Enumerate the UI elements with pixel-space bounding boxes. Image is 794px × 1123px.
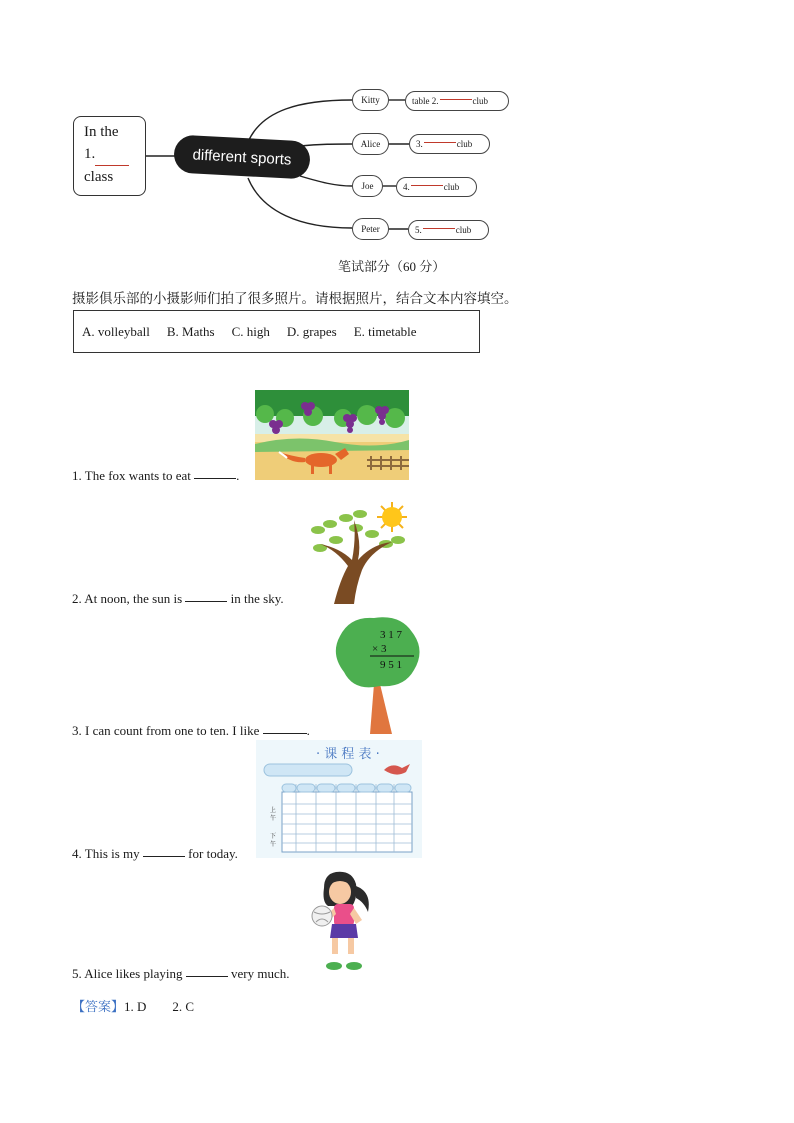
option-a: A. volleyball [82, 323, 150, 339]
instruction-text: 摄影俱乐部的小摄影师们拍了很多照片。请根据照片，结合文本内容填空。 [72, 291, 518, 306]
grapes-fox-picture [255, 390, 409, 480]
answer-blank-3[interactable] [263, 733, 307, 734]
answer-blank-5[interactable] [186, 976, 228, 977]
branch-name-alice: Alice [352, 133, 389, 155]
club-box-2: table 2. club [405, 91, 509, 111]
branch-name-joe: Joe [352, 175, 383, 197]
answer-line [72, 996, 194, 1015]
timetable-pm: 下午 [270, 833, 277, 848]
math-row-1: 3 1 7 [380, 629, 402, 641]
club-box-5: 5. club [408, 220, 489, 240]
options-box [73, 310, 480, 353]
timetable-title: · 课 程 表 · [316, 747, 380, 762]
class-line-1: In the [84, 124, 119, 140]
question-3: 3. I can count from one to ten. I like . [72, 723, 310, 738]
answer-text: 1. D 2. C [124, 999, 195, 1014]
question-4: 4. This is my for today. [72, 846, 238, 861]
club-blank-2[interactable] [440, 99, 472, 100]
answer-blank-4[interactable] [143, 856, 185, 857]
club-blank-4[interactable] [411, 185, 443, 186]
option-c: C. high [231, 323, 270, 339]
class-line-3: class [84, 169, 114, 185]
sun-tree-picture [306, 500, 412, 604]
math-row-2: × 3 [372, 643, 387, 655]
class-line-2: 1. [84, 143, 145, 166]
branch-name-peter: Peter [352, 218, 389, 240]
option-d: D. grapes [286, 323, 337, 339]
club-box-4: 4. club [396, 177, 477, 197]
club-blank-5[interactable] [423, 228, 455, 229]
girl-volleyball-picture [306, 868, 380, 978]
math-row-3: 9 5 1 [380, 659, 402, 671]
option-e: E. timetable [353, 323, 417, 339]
question-2: 2. At noon, the sun is in the sky. [72, 591, 284, 606]
math-tree-picture [330, 614, 422, 734]
class-box [73, 116, 146, 196]
question-5: 5. Alice likes playing very much. [72, 966, 290, 981]
answer-blank-2[interactable] [185, 601, 227, 602]
answer-blank-1[interactable] [194, 478, 236, 479]
question-1: 1. The fox wants to eat . [72, 468, 240, 483]
answer-label: 【答案】 [72, 999, 125, 1014]
center-node: different sports [173, 134, 311, 179]
club-blank-3[interactable] [424, 142, 456, 143]
class-blank[interactable] [95, 143, 129, 166]
timetable-am: 上午 [270, 807, 277, 822]
timetable-picture [256, 740, 422, 858]
club-box-3: 3. club [409, 134, 490, 154]
section-title: 笔试部分（60 分） [338, 259, 446, 274]
branch-name-kitty: Kitty [352, 89, 389, 111]
option-b: B. Maths [166, 323, 215, 339]
